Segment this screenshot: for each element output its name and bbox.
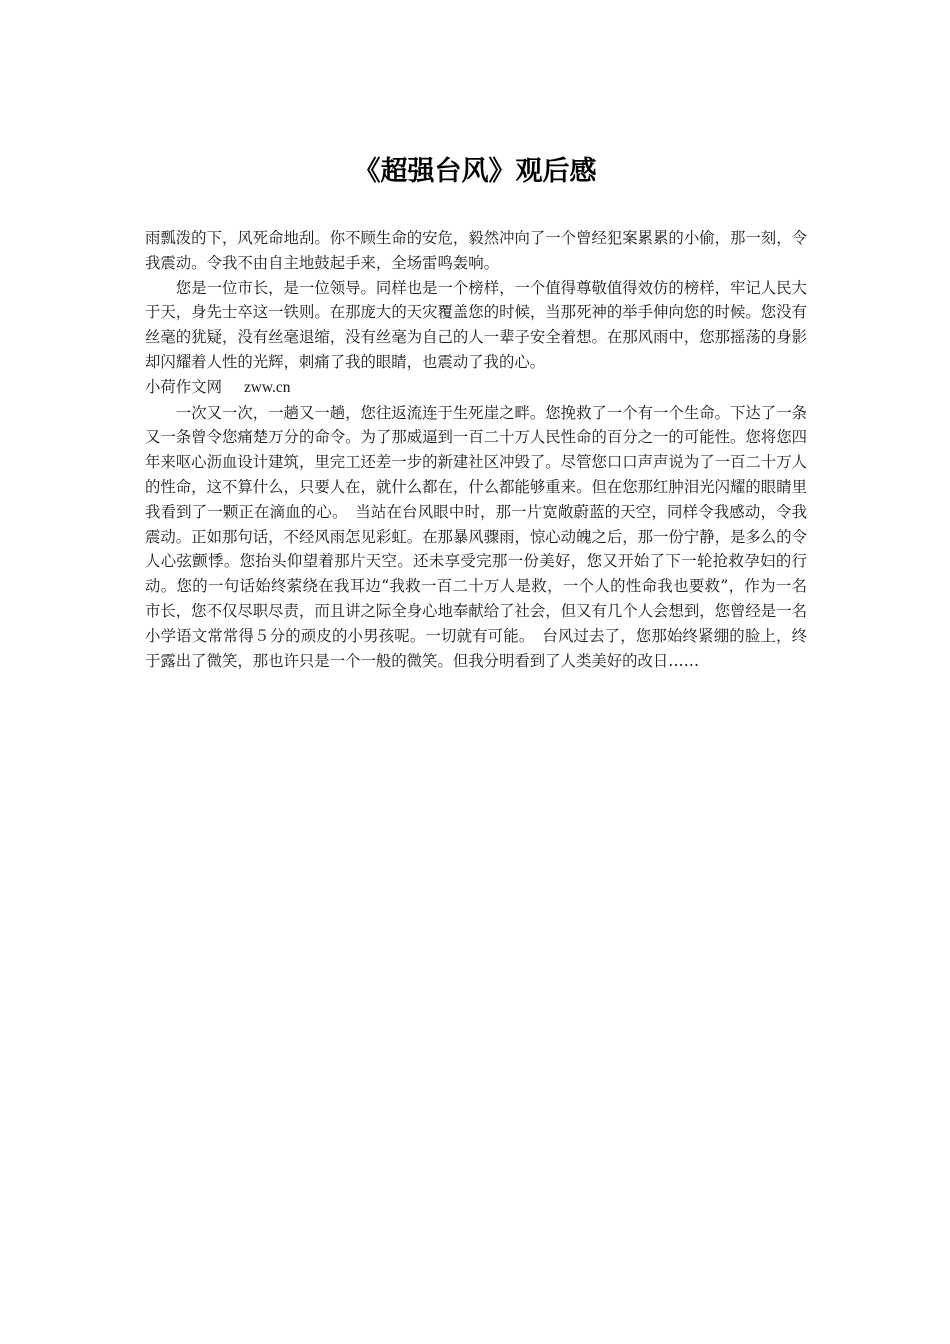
document-title: 《超强台风》观后感 (353, 156, 597, 187)
paragraph-3: 一次又一次，一趟又一趟，您往返流连于生死崖之畔。您挽救了一个有一个生命。下达了一条又一条曾令您痛楚万分的命令。为了那威逼到一百二十万人民性命的百分之一的可能性。您将您四年来呕心沥血设计建筑，里完工还差一步的新建社区冲毁了。尽管您口口声声说为了一百二十万人的性命，这不算什么，只要人在，就什么都在，什么都能够重来。但在您那红肿泪光闪耀的眼睛里我看到了一颗正在滴血的心。 当站在台风眼中时，那一片宽敞蔚蓝的天空，同样令我感动，令我震动。正如那句话，不经风雨怎见彩虹。在那暴风骤雨，惊心动魄之后，那一份宁静，是多么的令人心弦颤悸。您抬头仰望着那片天空。还未享受完那一份美好，您又开始了下一轮抢救孕妇的行动。您的一句话始终萦绕在我耳边“我救一百二十万人是救，一个人的性命我也要救”，作为一名市长，您不仅尽职尽责，而且讲之际全身心地奉献给了社会，但又有几个人会想到，您曾经是一名小学语文常常得５分的顽皮的小男孩呢。一切就有可能。 台风过去了，您那始终紧绷的脸上，终于露出了微笑，那也许只是一个一般的微笑。但我分明看到了人类美好的改日…… (145, 403, 807, 670)
source-url: zww.cn (243, 378, 291, 396)
paragraph-1: 雨瓢泼的下，风死命地刮。你不顾生命的安危，毅然冲向了一个曾经犯案累累的小偷，那一刻，令我震动。令我不由自主地鼓起手来，全场雷鸣轰响。 (145, 229, 807, 272)
source-line (145, 375, 807, 401)
source-label: 小荷作文网 (145, 377, 222, 396)
document-body (145, 226, 807, 673)
paragraph-2: 您是一位市长，是一位领导。同样也是一个榜样，一个值得尊敬值得效仿的榜样，牢记人民大于天，身先士卒这一铁则。在那庞大的天灾覆盖您的时候，当那死神的举手伸向您的时候。您没有丝毫的犹疑，没有丝毫退缩，没有丝毫为自己的人一辈子安全着想。在那风雨中，您那摇荡的身影却闪耀着人性的光辉，刺痛了我的眼睛，也震动了我的心。 (145, 278, 807, 371)
